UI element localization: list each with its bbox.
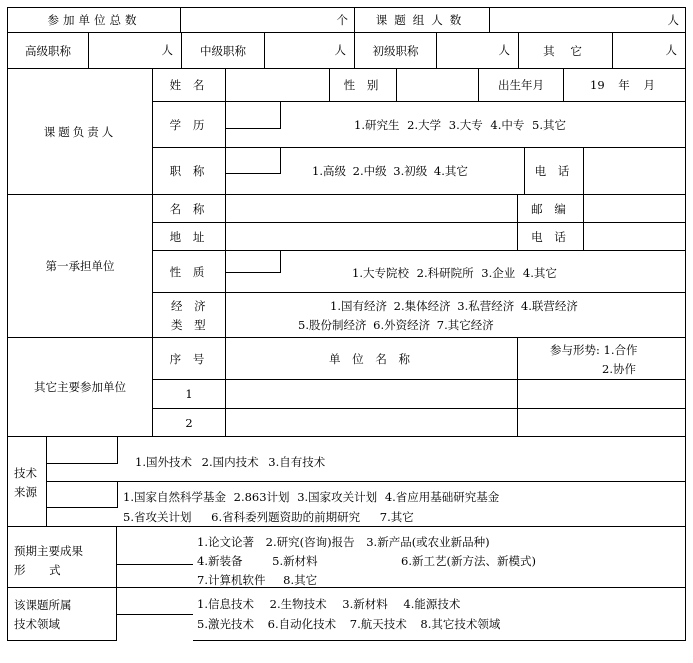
leader-birth-field[interactable]	[563, 68, 686, 102]
unit-nature-field[interactable]	[225, 250, 686, 293]
field-label-1: 该课题所属	[14, 598, 72, 612]
leader-name-field[interactable]	[225, 68, 330, 102]
first-unit-section-label: 第一承担单位	[45, 259, 115, 273]
tech-source-label-2: 来源	[14, 485, 37, 499]
other-unit-row-2-participation[interactable]	[517, 408, 686, 437]
leader-education-field[interactable]	[225, 101, 686, 148]
total-units-label-cell	[7, 7, 181, 33]
unit-address-label-cell	[152, 222, 226, 251]
unit-economy-field[interactable]	[225, 292, 686, 338]
leader-title-label-cell	[152, 147, 226, 195]
middle-label-cell	[181, 32, 265, 69]
total-units-unit: 个	[336, 13, 348, 27]
unit-phone-label: 电 话	[531, 229, 570, 244]
leader-phone-label-cell	[524, 147, 584, 195]
middle-label: 中级职称	[200, 43, 246, 58]
leader-birth-value: 19 年 月	[590, 78, 655, 92]
unit-nature-options: 1.大专院校 2.科研院所 3.企业 4.其它	[352, 266, 557, 280]
other-unit-row-1-name[interactable]	[225, 379, 518, 409]
tech-source-row-1[interactable]	[46, 436, 686, 482]
unit-nature-label: 性 质	[169, 264, 209, 279]
middle-unit: 人	[334, 43, 346, 57]
tech-source-label-1: 技术	[14, 466, 37, 480]
leader-education-label: 学 历	[169, 117, 209, 132]
results-options-2a: 4.新装备 5.新材料	[197, 554, 318, 568]
field-label-cell	[7, 587, 117, 641]
results-label-2: 形 式	[14, 563, 71, 577]
leader-birth-label: 出生年月	[498, 78, 544, 92]
checkbox-box-bottom	[47, 463, 118, 464]
unit-postcode-field[interactable]	[583, 194, 686, 223]
results-checkbox[interactable]	[116, 526, 194, 565]
other-unit-row-1-seq	[152, 379, 226, 409]
leader-title-field[interactable]	[225, 147, 525, 195]
checkbox-box-left	[280, 148, 281, 174]
unit-economy-label-1: 经 济	[171, 299, 210, 313]
field-options-1: 1.信息技术 2.生物技术 3.新材料 4.能源技术	[197, 597, 461, 611]
participation-header-cell	[517, 337, 686, 380]
other-label-cell	[518, 32, 613, 69]
other-units-section-label: 其它主要参加单位	[34, 380, 126, 394]
other-label: 其 它	[543, 43, 588, 58]
unit-economy-options-2: 5.股份制经济 6.外资经济 7.其它经济	[298, 318, 494, 332]
unit-name-label-cell	[152, 194, 226, 223]
leader-birth-label-cell	[478, 68, 564, 102]
unit-name-header: 单 位 名 称	[329, 351, 414, 366]
unit-nature-label-cell	[152, 250, 226, 293]
checkbox-box-bottom	[226, 173, 281, 174]
junior-label: 初级职称	[372, 43, 419, 58]
unit-name-header-cell	[225, 337, 518, 380]
leader-phone-field[interactable]	[583, 147, 686, 195]
tech-source-options-2a: 1.国家自然科学基金 2.863计划 3.国家攻关计划 4.省应用基础研究基金	[123, 490, 500, 504]
row-number: 2	[185, 415, 193, 430]
unit-economy-label-2: 类 型	[171, 318, 210, 332]
senior-count-field[interactable]	[88, 32, 182, 69]
unit-postcode-label-cell	[517, 194, 584, 223]
field-options-cell	[193, 587, 686, 641]
checkbox-box-left	[280, 102, 281, 129]
members-label-cell	[354, 7, 490, 33]
field-options-2: 5.激光技术 6.自动化技术 7.航天技术 8.其它技术领域	[197, 617, 501, 631]
participation-line-2: 2.协作	[602, 362, 636, 376]
leader-gender-label: 性 别	[343, 78, 383, 92]
checkbox-box-left	[117, 482, 118, 508]
other-unit-row-1-participation[interactable]	[517, 379, 686, 409]
unit-address-field[interactable]	[225, 222, 518, 251]
field-checkbox[interactable]	[116, 587, 194, 615]
first-unit-section-label-cell	[7, 194, 153, 338]
leader-education-options: 1.研究生 2.大学 3.大专 4.中专 5.其它	[354, 118, 566, 132]
unit-name-label: 名 称	[169, 201, 209, 216]
middle-count-field[interactable]	[264, 32, 355, 69]
leader-gender-field[interactable]	[396, 68, 479, 102]
seq-label-cell	[152, 337, 226, 380]
unit-economy-label-cell	[152, 292, 226, 338]
members-label: 课题组人数	[375, 13, 469, 27]
checkbox-box-bottom	[226, 272, 281, 273]
results-label-1: 预期主要成果	[14, 544, 83, 558]
senior-label: 高级职称	[25, 43, 71, 58]
tech-source-row-2[interactable]	[46, 481, 686, 527]
checkbox-box-left	[280, 251, 281, 273]
leader-name-label: 姓 名	[169, 78, 209, 92]
leader-name-label-cell	[152, 68, 226, 102]
leader-education-label-cell	[152, 101, 226, 148]
results-label-cell	[7, 526, 117, 588]
participation-line-1: 参与形势: 1.合作	[550, 343, 638, 357]
tech-source-options-1: 1.国外技术 2.国内技术 3.自有技术	[135, 455, 326, 469]
tech-source-label-cell	[7, 436, 47, 527]
leader-section-label-cell	[7, 68, 153, 195]
results-options-1: 1.论文论著 2.研究(咨询)报告 3.新产品(或农业新品种)	[197, 535, 490, 549]
other-count-field[interactable]	[612, 32, 686, 69]
leader-phone-label: 电 话	[534, 164, 574, 178]
senior-unit: 人	[161, 43, 173, 57]
total-units-label: 参加单位总数	[47, 13, 141, 27]
row-number: 1	[185, 387, 193, 401]
total-units-field[interactable]	[180, 7, 355, 33]
unit-phone-label-cell	[517, 222, 584, 251]
junior-count-field[interactable]	[436, 32, 519, 69]
seq-label: 序 号	[169, 351, 209, 366]
checkbox-box-left	[117, 437, 118, 464]
checkbox-box-bottom	[226, 128, 281, 129]
unit-phone-field[interactable]	[583, 222, 686, 251]
junior-label-cell	[354, 32, 437, 69]
unit-address-label: 地 址	[169, 229, 209, 244]
senior-label-cell	[7, 32, 89, 69]
checkbox-box-bottom	[47, 507, 118, 508]
leader-title-label: 职 称	[169, 164, 209, 178]
other-units-section-label-cell	[7, 337, 153, 437]
unit-name-field[interactable]	[225, 194, 518, 223]
leader-gender-label-cell	[329, 68, 397, 102]
leader-section-label: 课题负责人	[43, 124, 117, 139]
other-unit: 人	[665, 43, 677, 57]
members-unit: 人	[667, 13, 679, 27]
unit-economy-options-1: 1.国有经济 2.集体经济 3.私营经济 4.联营经济	[330, 299, 578, 313]
leader-title-options: 1.高级 2.中级 3.初级 4.其它	[312, 164, 468, 178]
field-label-2: 技术领域	[14, 617, 60, 631]
other-unit-row-2-name[interactable]	[225, 408, 518, 437]
results-options-cell	[193, 526, 686, 588]
members-field[interactable]	[489, 7, 686, 33]
results-options-3: 7.计算机软件 8.其它	[197, 573, 318, 587]
results-options-2b: 6.新工艺(新方法、新模式)	[401, 554, 536, 568]
other-unit-row-2-seq	[152, 408, 226, 437]
unit-postcode-label: 邮 编	[531, 201, 570, 216]
junior-unit: 人	[498, 43, 510, 57]
tech-source-options-2b: 5.省攻关计划 6.省科委列题资助的前期研究 7.其它	[123, 510, 414, 524]
